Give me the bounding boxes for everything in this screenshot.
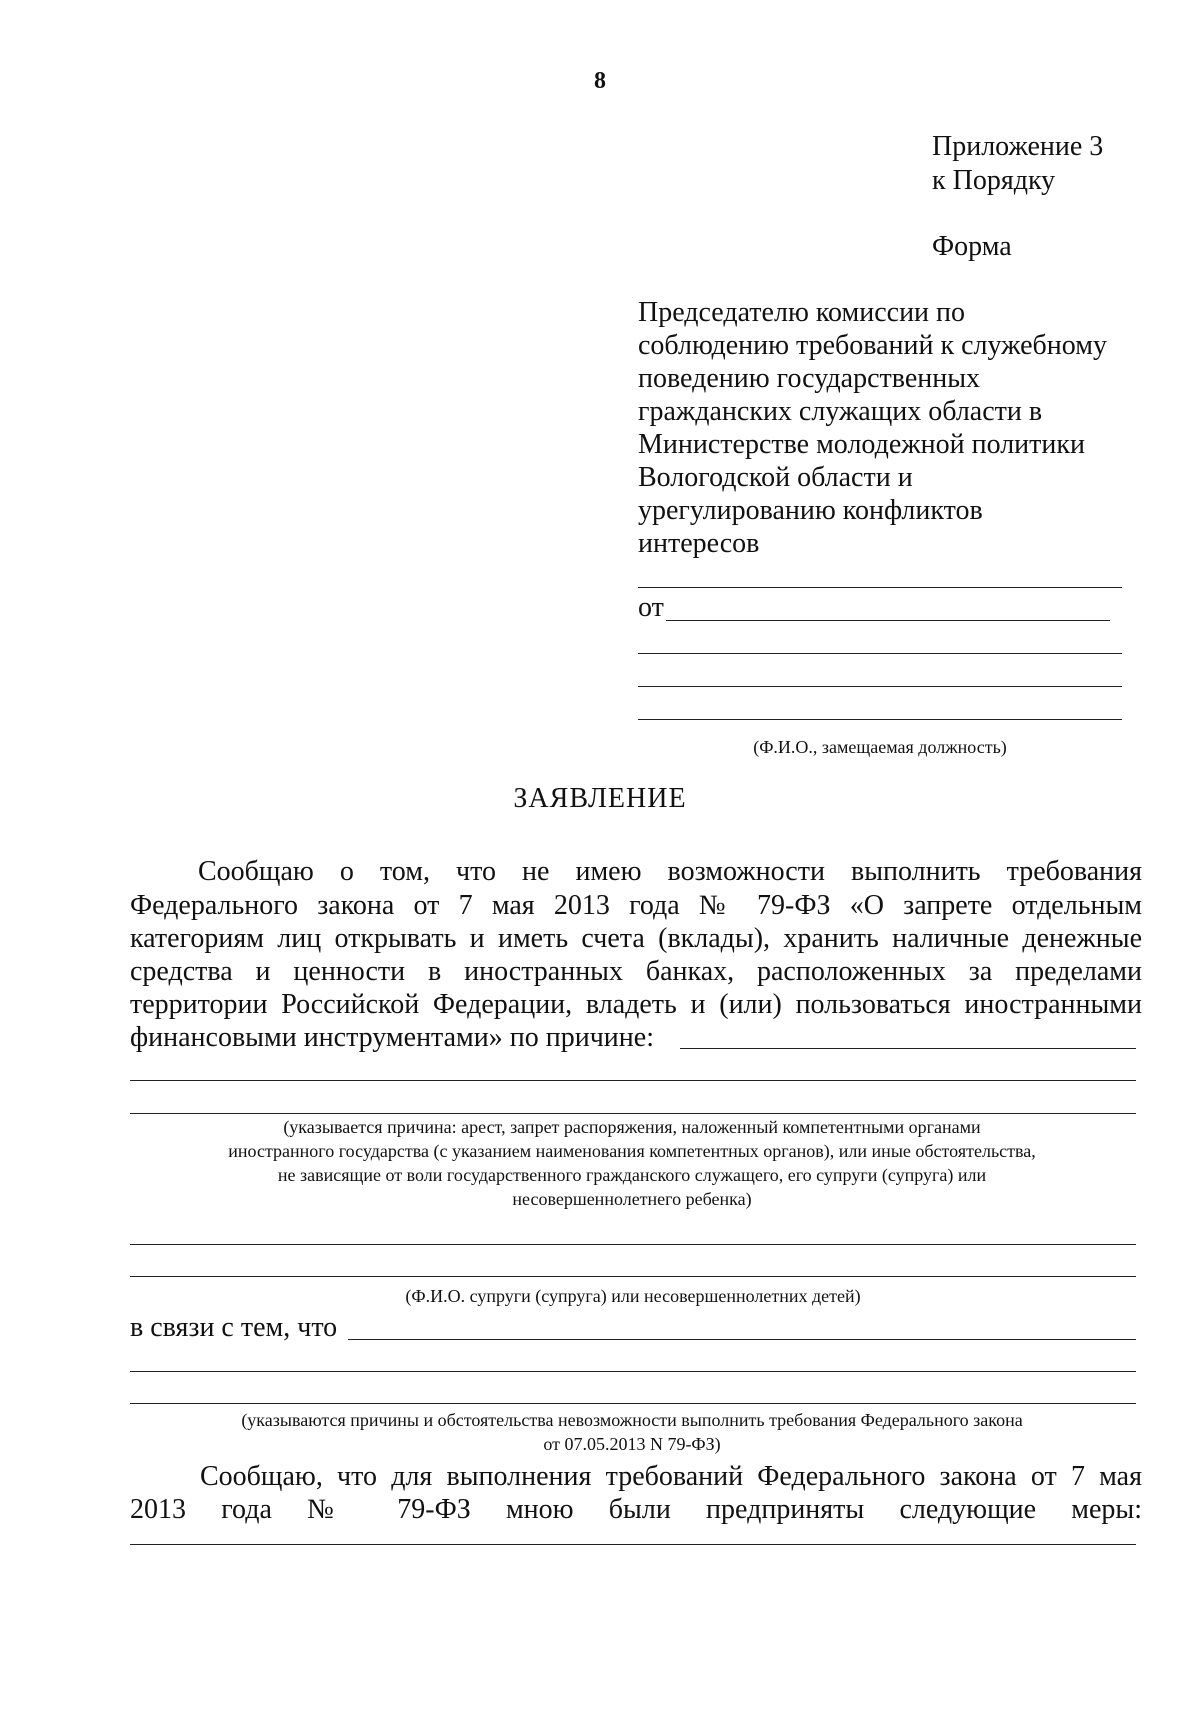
paragraph-line: Сообщаю о том, что не имею возможности выполнить требования bbox=[198, 856, 1142, 887]
addressee-line: соблюдению требований к служебному bbox=[638, 330, 1107, 361]
blank-line[interactable] bbox=[638, 653, 1122, 654]
addressee-line: Председателю комиссии по bbox=[638, 297, 966, 328]
to-order-label: к Порядку bbox=[932, 165, 1056, 196]
reason-blank-line[interactable] bbox=[680, 1048, 1136, 1049]
paragraph-line: Федерального закона от 7 мая 2013 года № 79-ФЗ «О запрете отдельным bbox=[130, 890, 1142, 921]
paragraph-line: территории Российской Федерации, владеть и (или) пользоваться иностранными bbox=[130, 989, 1142, 1020]
reason-caption bbox=[120, 1115, 1144, 1211]
caption-line: не зависящие от воли государственного гражданского служащего, его супруги (супруга) или bbox=[277, 1165, 987, 1185]
caption-line: от 07.05.2013 N 79-ФЗ) bbox=[543, 1434, 721, 1454]
blank-line[interactable] bbox=[130, 1113, 1136, 1114]
in-connection-label: в связи с тем, что bbox=[130, 1312, 338, 1343]
from-label: от bbox=[638, 592, 664, 623]
addressee-line: поведению государственных bbox=[638, 363, 981, 394]
caption-line: иностранного государства (с указанием наименования компетентных органов), или иные обстоятельства, bbox=[228, 1141, 1036, 1161]
caption-line: (указываются причины и обстоятельства невозможности выполнить требования Федерального закона bbox=[241, 1410, 1023, 1430]
addressee-block bbox=[638, 296, 1107, 560]
page-number: 8 bbox=[594, 68, 606, 94]
blank-line[interactable] bbox=[130, 1244, 1136, 1245]
blank-line[interactable] bbox=[638, 686, 1122, 687]
spouse-caption: (Ф.И.О. супруги (супруга) или несовершеннолетних детей) bbox=[405, 1286, 861, 1306]
circumstances-blank-line[interactable] bbox=[348, 1339, 1136, 1340]
appendix-label: Приложение 3 bbox=[932, 131, 1104, 162]
fio-position-caption: (Ф.И.О., замещаемая должность) bbox=[753, 737, 1007, 757]
form-label: Форма bbox=[932, 231, 1012, 262]
blank-line[interactable] bbox=[130, 1403, 1136, 1404]
addressee-line: Вологодской области и bbox=[638, 462, 913, 493]
caption-line: несовершеннолетнего ребенка) bbox=[512, 1189, 752, 1209]
paragraph-line: Сообщаю, что для выполнения требований Федерального закона от 7 мая bbox=[200, 1461, 1142, 1492]
addressee-line: урегулированию конфликтов bbox=[638, 495, 983, 526]
measures-blank-line[interactable] bbox=[130, 1544, 1136, 1545]
blank-line[interactable] bbox=[638, 719, 1122, 720]
blank-line[interactable] bbox=[130, 1080, 1136, 1081]
paragraph-line: средства и ценности в иностранных банках, расположенных за пределами bbox=[130, 956, 1142, 987]
addressee-line: гражданских служащих области в bbox=[638, 396, 1043, 427]
from-blank-line[interactable] bbox=[666, 620, 1110, 621]
addressee-line: Министерстве молодежной политики bbox=[638, 429, 1085, 460]
blank-line[interactable] bbox=[130, 1276, 1136, 1277]
addressee-line: интересов bbox=[638, 528, 760, 559]
caption-line: (указывается причина: арест, запрет распоряжения, наложенный компетентными органами bbox=[283, 1117, 981, 1137]
blank-line[interactable] bbox=[130, 1371, 1136, 1372]
paragraph-line: 2013 года № 79-ФЗ мною были предприняты следующие меры: bbox=[130, 1494, 1142, 1525]
document-title: ЗАЯВЛЕНИЕ bbox=[513, 783, 687, 814]
paragraph-last-line: финансовыми инструментами» по причине: bbox=[130, 1022, 654, 1053]
blank-line[interactable] bbox=[638, 587, 1122, 588]
paragraph-line: категориям лиц открывать и иметь счета (вклады), хранить наличные денежные bbox=[130, 923, 1142, 954]
circumstances-caption bbox=[120, 1408, 1144, 1456]
